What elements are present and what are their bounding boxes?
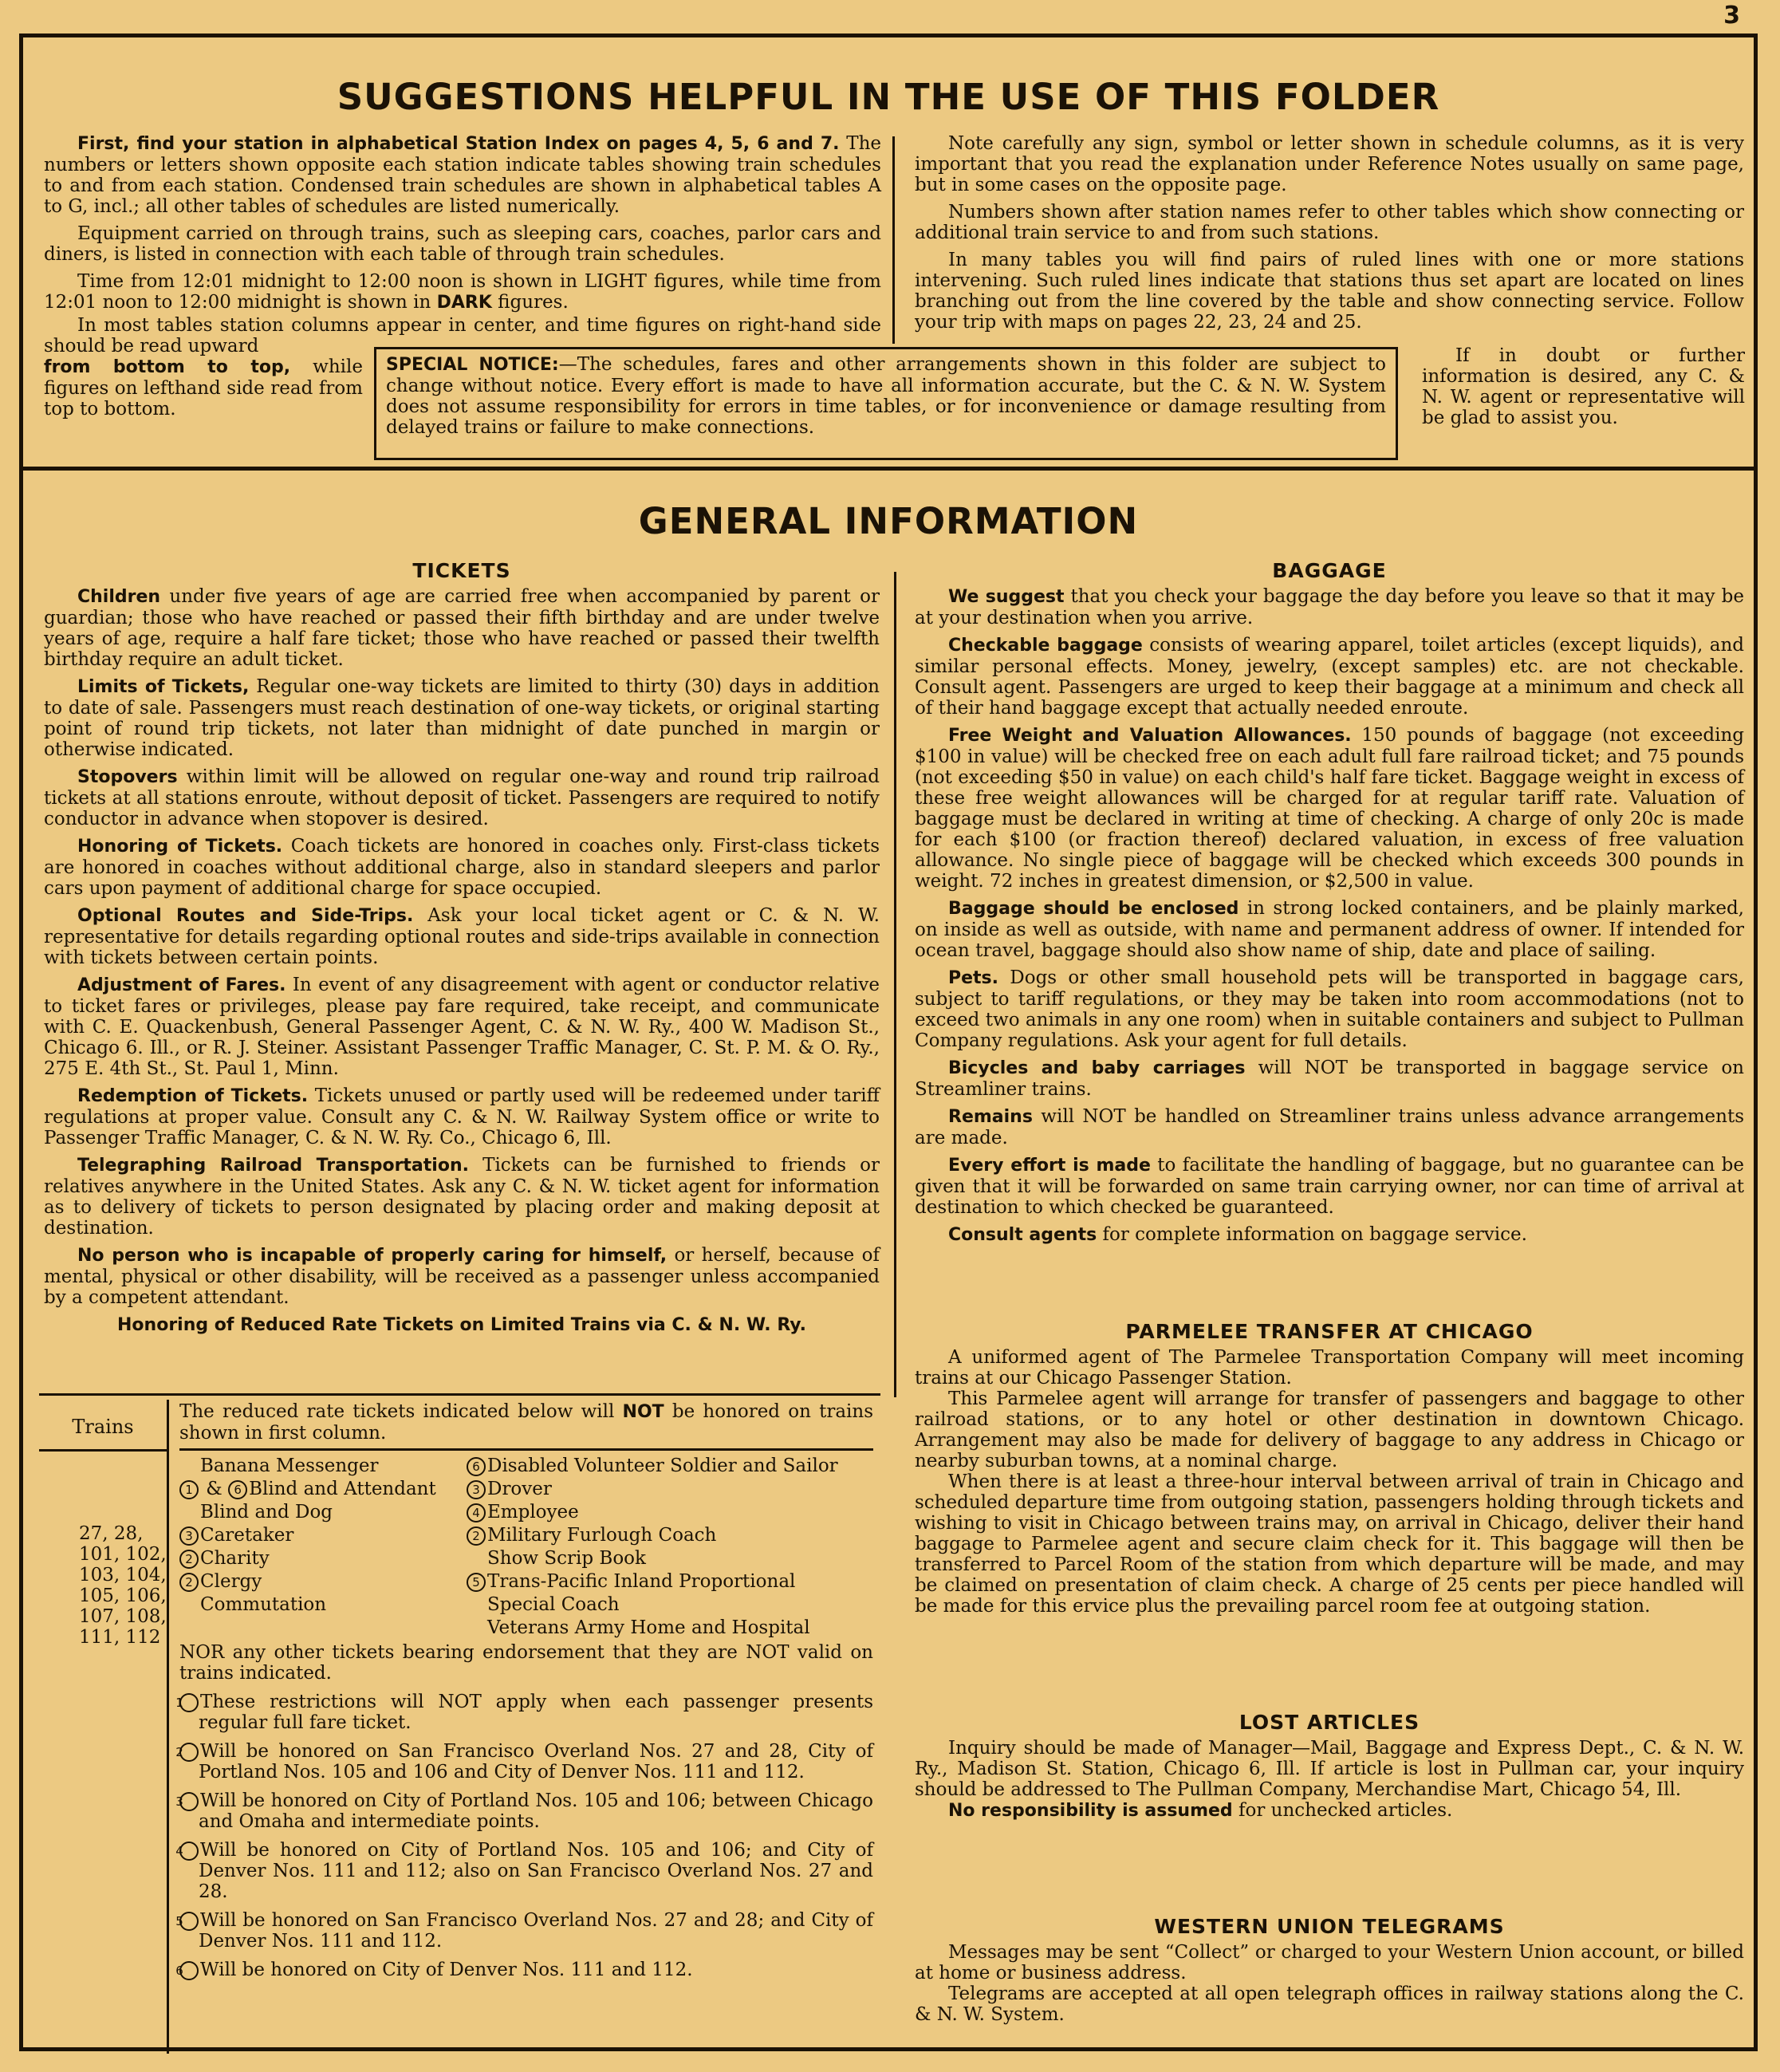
parmelee-title: PARMELEE TRANSFER AT CHICAGO [1125, 1320, 1534, 1343]
baggage-paragraph: Bicycles and baby carriages will NOT be transported in baggage service on Streamliner trains. [915, 1058, 1744, 1100]
suggestion-read-direction: In most tables station columns appear in center, and time figures on right-hand side should be read upward [44, 315, 881, 356]
baggage-paragraph: Remains will NOT be handled on Streamliner trains unless advance arrangements are made. [915, 1106, 1744, 1148]
ticket-code: Banana Messenger [200, 1456, 379, 1476]
trains-list [39, 1523, 167, 1648]
reference-mark-icon: 2 [467, 1526, 486, 1546]
reference-mark-icon: 1 [179, 1693, 199, 1712]
tickets-paragraph: Optional Routes and Side-Trips. Ask your local ticket agent or C. & N. W. representative for details regarding optional routes and side-trips available in connection with tickets between certain points. [44, 905, 880, 968]
trains-column-header: Trains [39, 1400, 167, 1452]
baggage-section [915, 561, 1744, 1252]
baggage-title: BAGGAGE [1272, 559, 1387, 582]
table-footnote: 6 Will be honored on City of Denver Nos. 111 and 112. [175, 1960, 693, 1980]
reference-mark-icon: 6 [179, 1961, 199, 1980]
suggestion-find-station: First, find your station in alphabetical Station Index on pages 4, 5, 6 and 7. The numbers or letters shown opposite each station indicate tables showing train schedules to and from each station. Condensed train schedules are shown in alphabetical tables A to G, incl.; all other tables of schedules are listed numerically. [44, 133, 882, 217]
baggage-paragraphs [915, 586, 1744, 1246]
ticket-code: Special Coach [487, 1594, 620, 1615]
ticket-code: Blind and Dog [200, 1502, 333, 1522]
table-footnote: 5 Will be honored on San Francisco Overland Nos. 27 and 28; and City of Denver Nos. 111 and 112. [175, 1910, 873, 1952]
train-numbers: 101, 102, [79, 1544, 167, 1565]
general-information-title: GENERAL INFORMATION [638, 500, 1139, 542]
train-numbers: 103, 104, [79, 1565, 167, 1586]
baggage-paragraph: Consult agents for complete information on baggage service. [948, 1224, 1527, 1245]
reference-mark-icon: 6 [228, 1480, 247, 1499]
reference-mark-icon: 6 [467, 1457, 486, 1476]
table-nor-note: NOR any other tickets bearing endorsement that they are NOT valid on trains indicated. [179, 1642, 873, 1684]
ticket-code: 3 Drover [467, 1479, 873, 1502]
reference-mark-icon: 1 [179, 1480, 199, 1499]
ticket-code: 2 Charity [179, 1548, 494, 1571]
ticket-code: Commutation [200, 1594, 327, 1615]
ticket-code: Veterans Army Home and Hospital [487, 1617, 810, 1638]
ticket-code: Show Scrip Book [487, 1548, 646, 1569]
page-number: 3 [1723, 2, 1740, 30]
suggestion-numbers: Numbers shown after station names refer to other tables which show connecting or additional train service to and from such stations. [915, 202, 1744, 243]
tickets-title: TICKETS [412, 559, 511, 582]
suggestion-time-figures: Time from 12:01 midnight to 12:00 noon is shown in LIGHT figures, while time from 12:01 noon to 12:00 midnight is shown in DARK figures. [44, 271, 881, 313]
parmelee-paragraph: This Parmelee agent will arrange for transfer of passengers and baggage to other railroad stations, or to any hotel or other destination in downtown Chicago. Arrangement may also be made for delivery of baggage to any address in Chicago or nearby suburban towns, at a nominal charge. [915, 1389, 1744, 1471]
train-numbers: 111, 112 [79, 1627, 161, 1648]
reference-mark-icon: 3 [467, 1480, 486, 1499]
suggestion-upward-note: from bottom to top, while figures on lefthand side read from top to bottom. [44, 356, 363, 420]
suggestions-right-column [915, 133, 1744, 339]
reference-mark-icon: 4 [467, 1503, 486, 1522]
tickets-paragraph: Stopovers within limit will be allowed on regular one-way and round trip railroad tickets at all stations enroute, without deposit of ticket. Passengers are required to notify conductor in advance when stopover is desired. [44, 766, 880, 829]
table-footnote: 1 These restrictions will NOT apply when each passenger presents regular full fare ticket. [175, 1692, 873, 1733]
ticket-code: 5 Trans-Pacific Inland Proportional [467, 1571, 873, 1594]
baggage-paragraph: Baggage should be enclosed in strong locked containers, and be plainly marked, on inside as well as outside, with name and permanent address of owner. If intended for ocean travel, baggage should also show name of ship, date and place of sailing. [915, 898, 1744, 961]
suggestion-equipment: Equipment carried on through trains, such as sleeping cars, coaches, parlor cars and diners, is listed in connection with each table of through train schedules. [44, 223, 881, 265]
western-union-title: WESTERN UNION TELEGRAMS [1154, 1915, 1505, 1938]
baggage-paragraph: Pets. Dogs or other small household pets will be transported in baggage cars, subject to tariff regulations, or they may be taken into room accommodations (not to exceed two animals in any one room) when in suitable containers and subject to Pullman Company regulations. Ask your agent for full details. [915, 967, 1744, 1051]
lost-articles-title: LOST ARTICLES [1239, 1711, 1420, 1734]
reference-mark-icon: 2 [179, 1550, 199, 1569]
suggestion-signs: Note carefully any sign, symbol or letter shown in schedule columns, as it is very important that you read the explanation under Reference Notes usually on same page, but in some cases on the opposite page. [915, 133, 1744, 195]
table-footnotes [175, 1692, 873, 1980]
tickets-paragraph: Honoring of Tickets. Coach tickets are honored in coaches only. First-class tickets are honored in coaches without additional charge, also in standard sleepers and parlor cars upon payment of additional charge for space occupied. [44, 836, 880, 899]
suggestions-title: SUGGESTIONS HELPFUL IN THE USE OF THIS FOLDER [337, 76, 1440, 118]
tickets-paragraph: Adjustment of Fares. In event of any disagreement with agent or conductor relative to ticket fares or privileges, please pay fare required, take receipt, and communicate with C. E. Quackenbush, General Passenger Agent, C. & N. W. Ry., 400 W. Madison St., Chicago 6. Ill., or R. J. Steiner. Assistant Passenger Traffic Manager, C. St. P. M. & O. Ry., 275 E. 4th St., St. Paul 1, Minn. [44, 975, 880, 1079]
western-union-section: WESTERN UNION TELEGRAMS Messages may be sent “Collect” or charged to your Western Union account, or billed at home or business address. Telegrams are accepted at all open telegraph offices in railway stations along the C. & N. W. System. [915, 1915, 1744, 2025]
suggestion-ruled-lines: In many tables you will find pairs of ruled lines with one or more stations intervening. Such ruled lines indicate that stations thus set apart are located on lines branching out from the line covered by the table and show connecting service. Follow your trip with maps on pages 22, 23, 24 and 25. [915, 250, 1744, 333]
tickets-paragraph: No person who is incapable of properly caring for himself, or herself, because of mental, physical or other disability, will be received as a passenger unless accompanied by a competent attendant. [44, 1245, 880, 1308]
tickets-paragraphs [44, 586, 880, 1308]
train-numbers: 107, 108, [79, 1606, 167, 1627]
train-numbers: 105, 106, [79, 1586, 167, 1606]
ticket-code: 1 & 6 Blind and Attendant [179, 1479, 494, 1502]
table-footnote: 2 Will be honored on San Francisco Overland Nos. 27 and 28, City of Portland Nos. 105 and 106 and City of Denver Nos. 111 and 112. [175, 1741, 873, 1782]
section-divider [23, 467, 1754, 471]
lost-articles-section: LOST ARTICLES Inquiry should be made of Manager—Mail, Baggage and Express Dept., C. & N. W. Ry., Madison St. Station, Chicago 6, Ill. If article is lost in Pullman car, your inquiry should be addressed to The Pullman Company, Merchandise Mart, Chicago 54, Ill. No responsibility is assumed for unchecked articles. [915, 1711, 1744, 1821]
table-top-rule [39, 1393, 880, 1396]
tickets-paragraph: Redemption of Tickets. Tickets unused or partly used will be redeemed under tariff regulations at proper value. Consult any C. & N. W. Railway System office or write to Passenger Traffic Manager, C. & N. W. Ry. Co., Chicago 6, Ill. [44, 1085, 880, 1148]
tickets-paragraph: Telegraphing Railroad Transportation. Tickets can be furnished to friends or relatives anywhere in the United States. Ask any C. & N. W. ticket agent for information as to delivery of tickets to person designated by placing order and making deposit at destination. [44, 1155, 880, 1239]
general-divider [894, 572, 896, 1397]
ticket-code: 4 Employee [467, 1502, 873, 1525]
tickets-paragraph: Children under five years of age are carried free when accompanied by parent or guardian; those who have reached or passed their fifth birthday and are under twelve years of age, require a half fare ticket; those who have reached or passed their twelfth birthday require an adult ticket. [44, 586, 880, 670]
tickets-paragraph: Limits of Tickets, Regular one-way tickets are limited to thirty (30) days in addition to date of sale. Passengers must reach destination of one-way tickets, or original starting point of round trip tickets, not later than midnight of date punched in margin or otherwise indicated. [44, 676, 880, 760]
table-intro: The reduced rate tickets indicated below will NOT be honored on trains shown in first column. [179, 1401, 874, 1444]
reference-mark-icon: 5 [179, 1912, 199, 1931]
suggestions-divider [892, 136, 895, 344]
reference-mark-icon: 4 [179, 1842, 199, 1861]
special-notice: SPECIAL NOTICE:—The schedules, fares and other arrangements shown in this folder are subject to change without notice. Every effort is made to have all information accurate, but the C. & N. W. System does not assume responsibility for errors in time tables, or for inconvenience or damage resulting from delayed trains or failure to make connections. [374, 347, 1398, 460]
reference-mark-icon: 5 [467, 1573, 486, 1592]
reduced-rate-title: Honoring of Reduced Rate Tickets on Limited Trains via C. & N. W. Ry. [117, 1315, 806, 1335]
ticket-codes [179, 1448, 873, 1637]
reference-mark-icon: 2 [179, 1743, 199, 1762]
reference-mark-icon: 2 [179, 1573, 199, 1592]
parmelee-paragraph: A uniformed agent of The Parmelee Transportation Company will meet incoming trains at our Chicago Passenger Station. [915, 1347, 1744, 1389]
reduced-rate-table [39, 1400, 880, 2054]
baggage-paragraph: Checkable baggage consists of wearing apparel, toilet articles (except liquids), and similar personal effects. Money, jewelry, (except samples) etc. are not checkable. Consult agent. Passengers are urged to keep their baggage at a minimum and check all of their hand baggage except that actually needed enroute. [915, 635, 1744, 719]
tickets-section [44, 561, 880, 1336]
table-footnote: 4 Will be honored on City of Portland Nos. 105 and 106; and City of Denver Nos. 111 and 112; also on San Francisco Overland Nos. 27 and 28. [175, 1840, 873, 1902]
train-numbers: 27, 28, [79, 1523, 144, 1544]
suggestions-left-column [44, 133, 881, 320]
page-frame [19, 33, 1758, 2051]
baggage-paragraph: We suggest that you check your baggage the day before you leave so that it may be at your destination when you arrive. [915, 586, 1744, 628]
parmelee-paragraph: When there is at least a three-hour interval between arrival of train in Chicago and scheduled departure time from outgoing station, passengers holding through tickets and wishing to visit in Chicago between trains may, on arrival in Chicago, deliver their hand baggage to Parmelee agent and secure claim check for it. This baggage will then be transferred to Parcel Room of the station from which departure will be made, and may be claimed on presentation of claim check. A charge of 25 cents per piece handled will be made for this ervice plus the prevailing parcel room fee at outgoing station. [915, 1471, 1744, 1617]
baggage-paragraph: Free Weight and Valuation Allowances. 150 pounds of baggage (not exceeding $100 in value) will be checked free on each adult full fare railroad ticket; and 75 pounds (not exceeding $50 in value) on each child's half fare ticket. Baggage weight in excess of these free weight allowances will be charged for at regular tariff rate. Valuation of baggage must be declared in writing at time of checking. A charge of only 20c is made for each $100 (or fraction thereof) declared valuation, in excess of free valuation allowance. No single piece of baggage will be checked which exceeds 300 pounds in weight. 72 inches in greatest dimension, or $2,500 in value. [915, 725, 1744, 892]
parmelee-section [915, 1322, 1744, 1617]
ticket-code: 2 Clergy [179, 1571, 494, 1594]
parmelee-paragraphs [915, 1347, 1744, 1617]
table-footnote: 3 Will be honored on City of Portland Nos. 105 and 106; between Chicago and Omaha and intermediate points. [175, 1790, 873, 1832]
ticket-code: 3 Caretaker [179, 1525, 494, 1548]
suggestion-assist: If in doubt or further information is desired, any C. & N. W. agent or representative will be glad to assist you. [1422, 345, 1745, 428]
ticket-code: 2 Military Furlough Coach [467, 1525, 873, 1548]
reference-mark-icon: 3 [179, 1792, 199, 1811]
baggage-paragraph: Every effort is made to facilitate the handling of baggage, but no guarantee can be given that it will be forwarded on same train carrying owner, nor can time of arrival at destination to which checked be guaranteed. [915, 1155, 1744, 1218]
reference-mark-icon: 3 [179, 1526, 199, 1546]
ticket-code: 6 Disabled Volunteer Soldier and Sailor [467, 1456, 873, 1479]
